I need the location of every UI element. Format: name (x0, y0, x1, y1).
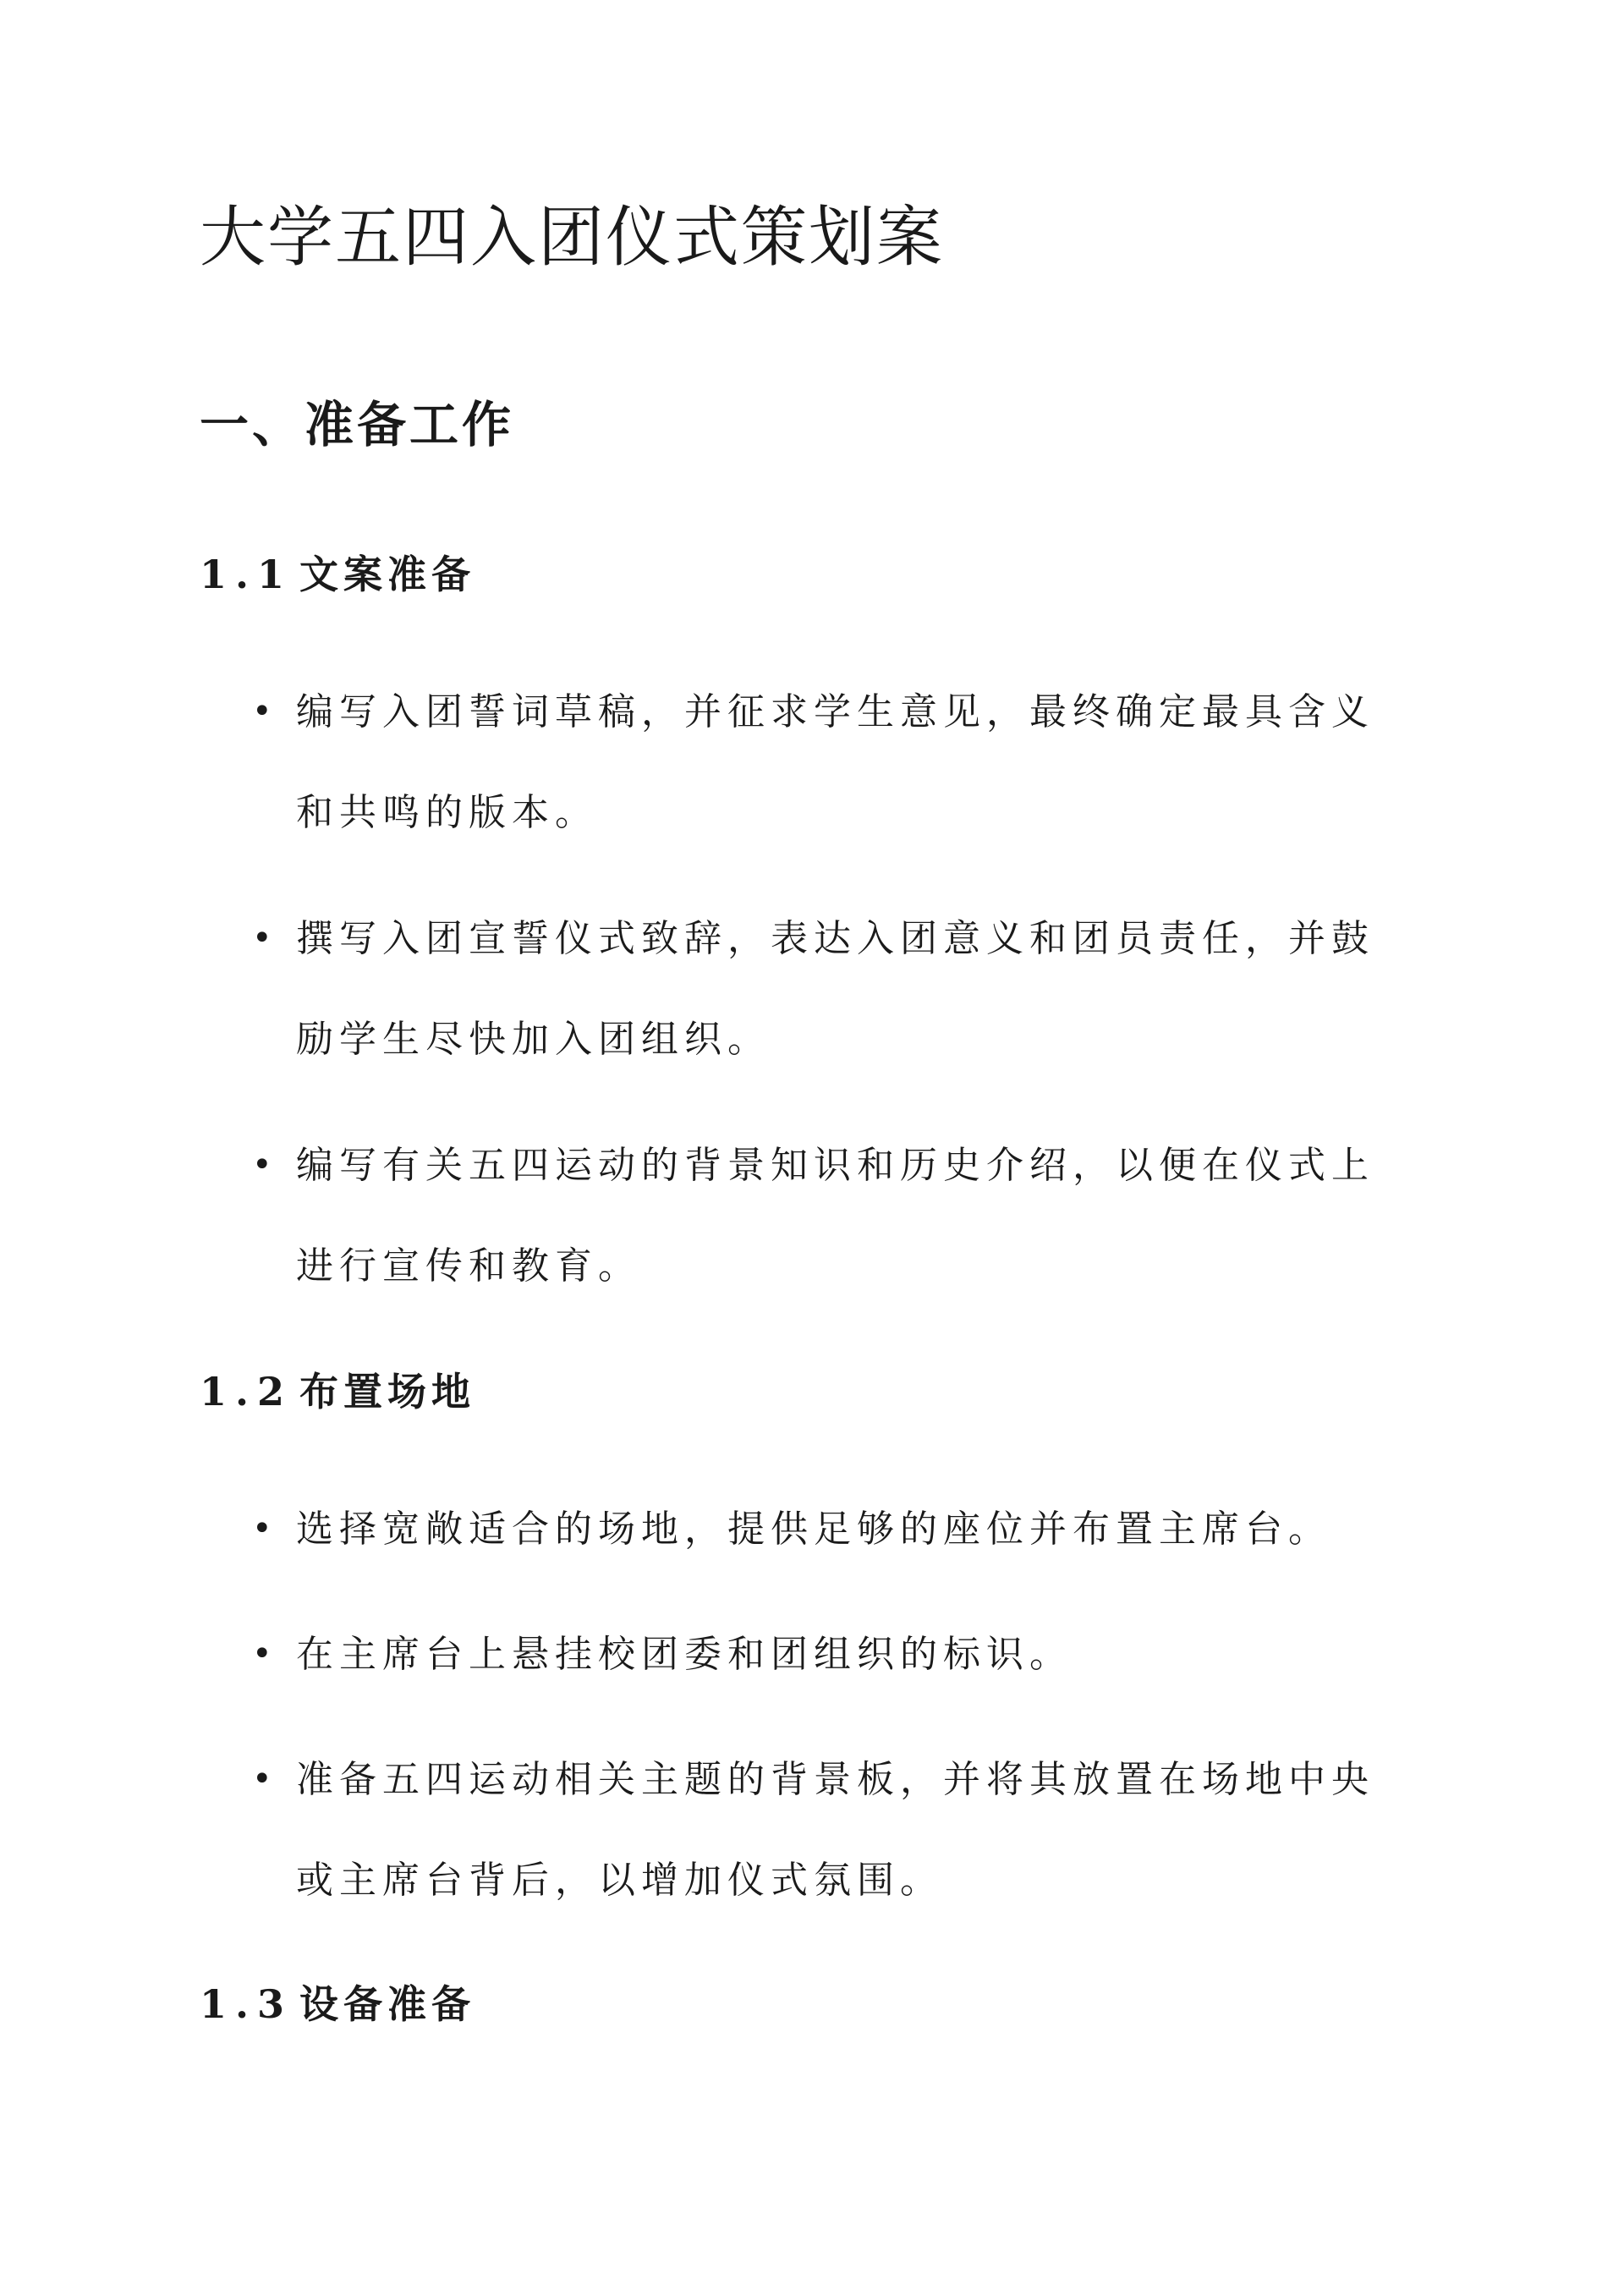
subsection-number: 1.2 (200, 1369, 294, 1414)
list-item (252, 662, 1404, 863)
list-item (252, 1479, 1404, 1579)
list-item (252, 888, 1404, 1090)
list-item-text: 准备五四运动相关主题的背景板，并将其放置在场地中央或主席台背后，以增加仪式氛围。 (296, 1758, 1374, 1902)
list-item-text: 编写入团誓词草稿，并征求学生意见，最终确定最具含义和共鸣的版本。 (296, 690, 1374, 834)
bullet-icon: • (252, 919, 272, 958)
subsection-heading-1-1 (200, 552, 475, 598)
bullet-icon: • (252, 1509, 272, 1548)
list-item (252, 1115, 1404, 1316)
list-item-text: 撰写入团宣誓仪式致辞，表达入团意义和团员责任，并鼓励学生尽快加入团组织。 (296, 917, 1374, 1061)
subsection-label: 文案准备 (299, 552, 475, 597)
list-item-text: 在主席台上悬挂校团委和团组织的标识。 (296, 1633, 1073, 1676)
list-item-text: 选择宽敞适合的场地，提供足够的座位并布置主席台。 (296, 1508, 1331, 1551)
subsection-number: 1.1 (200, 552, 294, 597)
subsection-heading-1-3 (200, 1981, 475, 2028)
subsection-heading-1-2 (200, 1369, 475, 1415)
list-item (252, 1604, 1404, 1705)
list-item-text: 编写有关五四运动的背景知识和历史介绍，以便在仪式上进行宣传和教育。 (296, 1144, 1374, 1288)
bullet-icon: • (252, 1760, 272, 1799)
subsection-label: 设备准备 (299, 1981, 475, 2027)
document-title: 大学五四入团仪式策划案 (200, 200, 945, 276)
bullet-icon: • (252, 1634, 272, 1673)
list-item (252, 1729, 1404, 1931)
bullet-icon: • (252, 692, 272, 731)
bullet-icon: • (252, 1145, 272, 1184)
subsection-label: 布置场地 (299, 1369, 475, 1414)
section-heading: 一、准备工作 (200, 396, 515, 453)
subsection-number: 1.3 (200, 1981, 294, 2027)
